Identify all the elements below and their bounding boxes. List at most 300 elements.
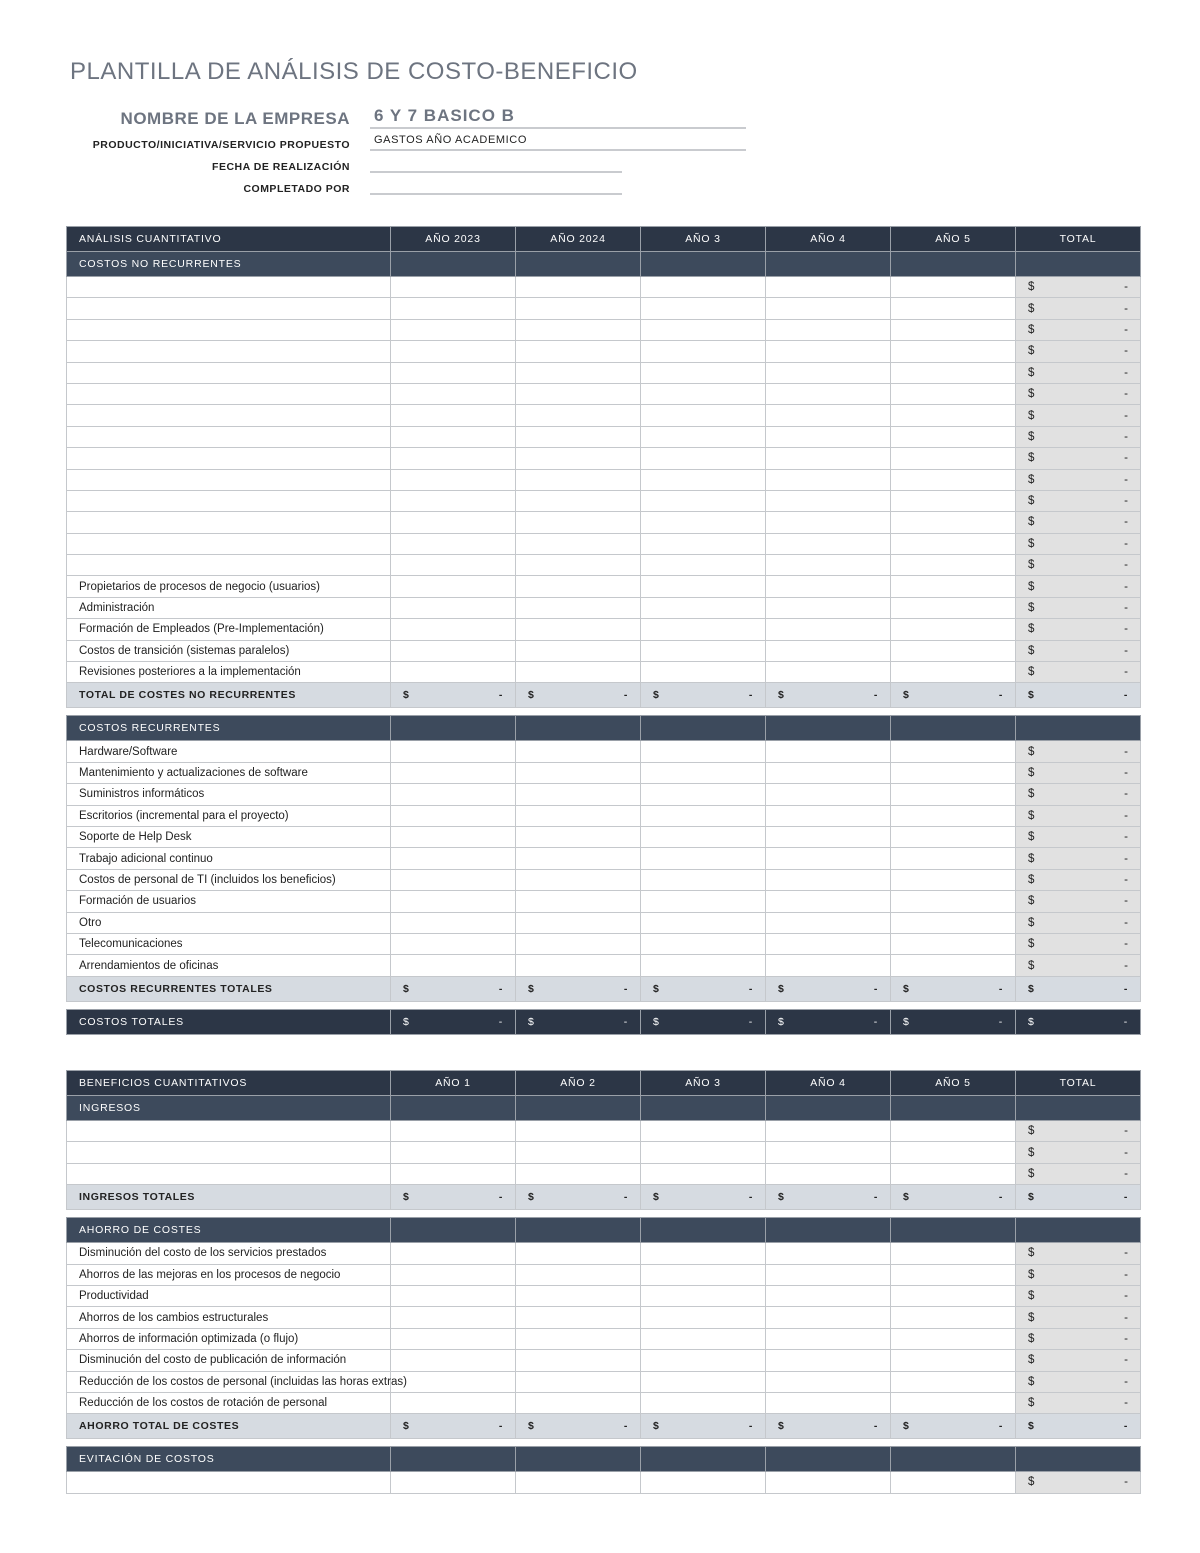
value-cell[interactable]: [641, 619, 766, 640]
section-cell: [891, 1447, 1016, 1472]
value-cell[interactable]: [391, 869, 516, 890]
company-field[interactable]: 6 Y 7 BASICO B: [370, 102, 746, 129]
value-cell[interactable]: [516, 619, 641, 640]
value-cell[interactable]: [391, 533, 516, 554]
row-label[interactable]: Hardware/Software: [67, 741, 391, 762]
value-cell[interactable]: [516, 362, 641, 383]
value-cell[interactable]: [391, 1350, 516, 1371]
value-cell[interactable]: [516, 933, 641, 954]
value-cell[interactable]: [766, 1243, 891, 1264]
value-cell[interactable]: [766, 405, 891, 426]
value-cell[interactable]: [641, 741, 766, 762]
value-cell[interactable]: [391, 640, 516, 661]
table-row: [67, 298, 1141, 319]
value-cell[interactable]: [641, 1350, 766, 1371]
value-cell[interactable]: [516, 1142, 641, 1163]
table-row: [67, 662, 1141, 683]
value-cell[interactable]: [641, 1264, 766, 1285]
value-cell[interactable]: [766, 741, 891, 762]
page-title: PLANTILLA DE ANÁLISIS DE COSTO-BENEFICIO: [70, 58, 638, 85]
value-cell[interactable]: [766, 341, 891, 362]
currency-value: [1028, 1333, 1128, 1345]
value-cell[interactable]: [766, 1163, 891, 1184]
value-cell[interactable]: [766, 869, 891, 890]
value-cell[interactable]: [516, 662, 641, 683]
value-cell[interactable]: [891, 362, 1016, 383]
value-cell[interactable]: [516, 891, 641, 912]
value-cell[interactable]: [516, 533, 641, 554]
value-cell[interactable]: [516, 1472, 641, 1493]
section-title: INGRESOS: [67, 1096, 391, 1121]
row-label[interactable]: Propietarios de procesos de negocio (usuarios): [67, 576, 391, 597]
table-row: [67, 319, 1141, 340]
value-cell[interactable]: [516, 555, 641, 576]
value-cell[interactable]: [766, 933, 891, 954]
value-cell[interactable]: [516, 576, 641, 597]
value-cell[interactable]: [641, 383, 766, 404]
row-label[interactable]: [67, 1142, 391, 1163]
currency-value: [653, 1420, 753, 1432]
value-cell[interactable]: [391, 555, 516, 576]
section-cell: [516, 1096, 641, 1121]
value-cell[interactable]: [766, 512, 891, 533]
value-cell[interactable]: [891, 1142, 1016, 1163]
value-cell[interactable]: [516, 277, 641, 298]
row-label[interactable]: Soporte de Help Desk: [67, 826, 391, 847]
row-label[interactable]: [67, 341, 391, 362]
value-cell[interactable]: [391, 362, 516, 383]
value-cell[interactable]: [891, 555, 1016, 576]
value-cell[interactable]: [891, 533, 1016, 554]
currency-value: [1028, 367, 1128, 379]
value-cell[interactable]: [891, 277, 1016, 298]
value-cell[interactable]: [891, 762, 1016, 783]
value-cell[interactable]: [516, 1350, 641, 1371]
value-cell[interactable]: [641, 533, 766, 554]
value-cell[interactable]: [391, 805, 516, 826]
value-cell[interactable]: [641, 469, 766, 490]
value-cell[interactable]: [516, 1121, 641, 1142]
section-header: [67, 252, 1141, 277]
value-cell[interactable]: [391, 341, 516, 362]
currency-symbol: $: [1028, 1167, 1035, 1180]
value-cell[interactable]: [641, 662, 766, 683]
value-cell[interactable]: [641, 1243, 766, 1264]
row-label[interactable]: Mantenimiento y actualizaciones de software: [67, 762, 391, 783]
value-cell[interactable]: [516, 319, 641, 340]
value-cell[interactable]: [391, 1392, 516, 1413]
value-cell[interactable]: [516, 597, 641, 618]
value-cell[interactable]: [891, 341, 1016, 362]
value-cell[interactable]: [766, 1328, 891, 1349]
value-cell[interactable]: [391, 298, 516, 319]
value-cell[interactable]: [641, 933, 766, 954]
row-total: [1016, 762, 1141, 783]
row-label[interactable]: [67, 1121, 391, 1142]
value-cell[interactable]: [391, 662, 516, 683]
value-cell[interactable]: [516, 784, 641, 805]
value-cell[interactable]: [391, 784, 516, 805]
value-cell[interactable]: [891, 298, 1016, 319]
row-label[interactable]: Escritorios (incremental para el proyecto): [67, 805, 391, 826]
value-cell[interactable]: [391, 490, 516, 511]
value-cell[interactable]: [766, 426, 891, 447]
value-cell[interactable]: [766, 762, 891, 783]
value-cell[interactable]: [391, 576, 516, 597]
value-cell[interactable]: [641, 891, 766, 912]
row-label[interactable]: Ahorros de las mejoras en los procesos de negocio: [67, 1264, 391, 1285]
value-cell[interactable]: [641, 805, 766, 826]
value-cell[interactable]: [516, 640, 641, 661]
currency-value: [528, 1420, 628, 1432]
value-cell[interactable]: [891, 826, 1016, 847]
value-cell[interactable]: [391, 1307, 516, 1328]
value-cell[interactable]: [766, 1285, 891, 1306]
value-cell[interactable]: [516, 1392, 641, 1413]
value-cell[interactable]: [391, 469, 516, 490]
value-cell[interactable]: [891, 1328, 1016, 1349]
value-cell[interactable]: [516, 383, 641, 404]
value-cell[interactable]: [641, 1307, 766, 1328]
value-cell[interactable]: [766, 1121, 891, 1142]
row-total: [1016, 1350, 1141, 1371]
value-cell[interactable]: [641, 1163, 766, 1184]
value-cell[interactable]: [891, 741, 1016, 762]
value-cell[interactable]: [391, 1243, 516, 1264]
value-cell[interactable]: [391, 891, 516, 912]
value-cell[interactable]: [766, 619, 891, 640]
value-cell[interactable]: [891, 1392, 1016, 1413]
currency-symbol: $: [1028, 1290, 1035, 1303]
value-cell[interactable]: [391, 1264, 516, 1285]
row-label[interactable]: Costos de personal de TI (incluidos los beneficios): [67, 869, 391, 890]
value-cell[interactable]: [641, 912, 766, 933]
value-cell[interactable]: [891, 955, 1016, 976]
value-cell[interactable]: [891, 912, 1016, 933]
row-label[interactable]: [67, 512, 391, 533]
value-cell[interactable]: [641, 762, 766, 783]
row-label[interactable]: [67, 1472, 391, 1493]
value-cell[interactable]: [391, 319, 516, 340]
value-cell[interactable]: [766, 490, 891, 511]
value-cell[interactable]: [391, 848, 516, 869]
value-cell[interactable]: [766, 1371, 891, 1392]
value-cell[interactable]: [766, 469, 891, 490]
value-cell[interactable]: [516, 805, 641, 826]
value-cell[interactable]: [891, 640, 1016, 661]
value-cell[interactable]: [766, 640, 891, 661]
value-cell[interactable]: [766, 826, 891, 847]
currency-value: [1028, 1420, 1128, 1432]
row-label[interactable]: Reducción de los costos de personal (incluidas las horas extras): [67, 1371, 391, 1392]
value-cell[interactable]: [516, 762, 641, 783]
value-cell[interactable]: [641, 640, 766, 661]
currency-value: [1028, 1125, 1128, 1137]
value-cell[interactable]: [766, 555, 891, 576]
row-total: [1016, 955, 1141, 976]
value-cell[interactable]: [516, 1264, 641, 1285]
value-cell[interactable]: [891, 1285, 1016, 1306]
zero-dash: -: [1124, 644, 1128, 657]
value-cell[interactable]: [516, 1163, 641, 1184]
row-total: [1016, 383, 1141, 404]
value-cell[interactable]: [641, 869, 766, 890]
value-cell[interactable]: [516, 341, 641, 362]
value-cell[interactable]: [391, 448, 516, 469]
year-total: [766, 1009, 891, 1034]
value-cell[interactable]: [516, 1243, 641, 1264]
value-cell[interactable]: [766, 362, 891, 383]
value-cell[interactable]: [516, 826, 641, 847]
value-cell[interactable]: [641, 555, 766, 576]
value-cell[interactable]: [766, 277, 891, 298]
row-label[interactable]: Administración: [67, 597, 391, 618]
value-cell[interactable]: [391, 762, 516, 783]
value-cell[interactable]: [391, 1371, 516, 1392]
row-label[interactable]: Otro: [67, 912, 391, 933]
zero-dash: -: [1123, 689, 1128, 702]
value-cell[interactable]: [516, 1371, 641, 1392]
row-label[interactable]: Reducción de los costos de rotación de personal: [67, 1392, 391, 1413]
row-label[interactable]: [67, 1163, 391, 1184]
currency-value: [1028, 689, 1128, 701]
zero-dash: -: [748, 1015, 753, 1028]
row-label[interactable]: Productividad: [67, 1285, 391, 1306]
value-cell[interactable]: [891, 619, 1016, 640]
value-cell[interactable]: [891, 869, 1016, 890]
value-cell[interactable]: [516, 448, 641, 469]
value-cell[interactable]: [891, 1163, 1016, 1184]
value-cell[interactable]: [891, 512, 1016, 533]
value-cell[interactable]: [391, 383, 516, 404]
row-label[interactable]: [67, 405, 391, 426]
row-label[interactable]: [67, 383, 391, 404]
row-label[interactable]: [67, 426, 391, 447]
value-cell[interactable]: [891, 1350, 1016, 1371]
value-cell[interactable]: [516, 426, 641, 447]
value-cell[interactable]: [641, 490, 766, 511]
value-cell[interactable]: [516, 912, 641, 933]
value-cell[interactable]: [516, 848, 641, 869]
row-total: [1016, 490, 1141, 511]
value-cell[interactable]: [391, 405, 516, 426]
value-cell[interactable]: [891, 597, 1016, 618]
value-cell[interactable]: [891, 448, 1016, 469]
value-cell[interactable]: [891, 1264, 1016, 1285]
currency-value: [903, 983, 1003, 995]
value-cell[interactable]: [641, 341, 766, 362]
value-cell[interactable]: [891, 784, 1016, 805]
value-cell[interactable]: [641, 576, 766, 597]
date-field[interactable]: [370, 151, 622, 173]
value-cell[interactable]: [516, 955, 641, 976]
section-cell: [516, 252, 641, 277]
value-cell[interactable]: [891, 891, 1016, 912]
value-cell[interactable]: [516, 741, 641, 762]
currency-value: [1028, 1147, 1128, 1159]
value-cell[interactable]: [516, 1285, 641, 1306]
value-cell[interactable]: [516, 869, 641, 890]
value-cell[interactable]: [891, 469, 1016, 490]
row-label[interactable]: Suministros informáticos: [67, 784, 391, 805]
value-cell[interactable]: [641, 426, 766, 447]
value-cell[interactable]: [641, 848, 766, 869]
value-cell[interactable]: [891, 319, 1016, 340]
value-cell[interactable]: [891, 1121, 1016, 1142]
value-cell[interactable]: [891, 1243, 1016, 1264]
value-cell[interactable]: [891, 405, 1016, 426]
value-cell[interactable]: [766, 1142, 891, 1163]
value-cell[interactable]: [766, 1264, 891, 1285]
value-cell[interactable]: [391, 1328, 516, 1349]
zero-dash: -: [1124, 473, 1128, 486]
value-cell[interactable]: [516, 405, 641, 426]
value-cell[interactable]: [641, 1371, 766, 1392]
value-cell[interactable]: [516, 1328, 641, 1349]
row-label[interactable]: [67, 319, 391, 340]
completed-field[interactable]: [370, 173, 622, 195]
currency-symbol: $: [903, 1015, 910, 1028]
zero-dash: -: [998, 1420, 1003, 1433]
zero-dash: -: [1124, 345, 1128, 358]
year-total: [391, 683, 516, 708]
row-label[interactable]: Disminución del costo de publicación de información: [67, 1350, 391, 1371]
row-label[interactable]: [67, 298, 391, 319]
value-cell[interactable]: [641, 512, 766, 533]
value-cell[interactable]: [391, 1472, 516, 1493]
row-label[interactable]: [67, 555, 391, 576]
value-cell[interactable]: [516, 298, 641, 319]
value-cell[interactable]: [766, 1472, 891, 1493]
value-cell[interactable]: [766, 533, 891, 554]
value-cell[interactable]: [766, 891, 891, 912]
row-label[interactable]: [67, 362, 391, 383]
value-cell[interactable]: [391, 1121, 516, 1142]
value-cell[interactable]: [891, 933, 1016, 954]
value-cell[interactable]: [766, 1350, 891, 1371]
currency-value: [1028, 1312, 1128, 1324]
row-label[interactable]: Trabajo adicional continuo: [67, 848, 391, 869]
value-cell[interactable]: [891, 383, 1016, 404]
value-cell[interactable]: [766, 597, 891, 618]
value-cell[interactable]: [766, 1392, 891, 1413]
zero-dash: -: [1123, 1191, 1128, 1204]
value-cell[interactable]: [641, 1392, 766, 1413]
row-label[interactable]: Ahorros de los cambios estructurales: [67, 1307, 391, 1328]
value-cell[interactable]: [766, 576, 891, 597]
value-cell[interactable]: [766, 955, 891, 976]
value-cell[interactable]: [641, 826, 766, 847]
value-cell[interactable]: [641, 955, 766, 976]
value-cell[interactable]: [766, 383, 891, 404]
currency-symbol: $: [1028, 302, 1035, 315]
row-label[interactable]: Formación de Empleados (Pre-Implementación): [67, 619, 391, 640]
row-label[interactable]: Ahorros de información optimizada (o flujo): [67, 1328, 391, 1349]
value-cell[interactable]: [391, 1163, 516, 1184]
row-label[interactable]: Formación de usuarios: [67, 891, 391, 912]
row-label[interactable]: [67, 277, 391, 298]
value-cell[interactable]: [391, 277, 516, 298]
currency-value: [1028, 1016, 1128, 1028]
value-cell[interactable]: [766, 848, 891, 869]
row-label[interactable]: [67, 469, 391, 490]
value-cell[interactable]: [891, 576, 1016, 597]
value-cell[interactable]: [516, 490, 641, 511]
value-cell[interactable]: [391, 426, 516, 447]
value-cell[interactable]: [391, 1285, 516, 1306]
currency-value: [1028, 581, 1128, 593]
value-cell[interactable]: [641, 1472, 766, 1493]
currency-value: [403, 1420, 503, 1432]
value-cell[interactable]: [391, 826, 516, 847]
value-cell[interactable]: [891, 490, 1016, 511]
value-cell[interactable]: [391, 912, 516, 933]
value-cell[interactable]: [516, 1307, 641, 1328]
row-label[interactable]: Arrendamientos de oficinas: [67, 955, 391, 976]
value-cell[interactable]: [391, 933, 516, 954]
value-cell[interactable]: [641, 597, 766, 618]
value-cell[interactable]: [891, 1371, 1016, 1392]
value-cell[interactable]: [891, 805, 1016, 826]
value-cell[interactable]: [766, 805, 891, 826]
value-cell[interactable]: [766, 784, 891, 805]
value-cell[interactable]: [766, 448, 891, 469]
row-label[interactable]: [67, 448, 391, 469]
value-cell[interactable]: [766, 662, 891, 683]
value-cell[interactable]: [641, 1285, 766, 1306]
value-cell[interactable]: [641, 1328, 766, 1349]
value-cell[interactable]: [641, 1121, 766, 1142]
value-cell[interactable]: [641, 405, 766, 426]
value-cell[interactable]: [391, 597, 516, 618]
value-cell[interactable]: [391, 619, 516, 640]
value-cell[interactable]: [391, 955, 516, 976]
value-cell[interactable]: [891, 1472, 1016, 1493]
row-label[interactable]: [67, 533, 391, 554]
value-cell[interactable]: [641, 298, 766, 319]
value-cell[interactable]: [641, 1142, 766, 1163]
value-cell[interactable]: [766, 319, 891, 340]
value-cell[interactable]: [891, 426, 1016, 447]
value-cell[interactable]: [516, 469, 641, 490]
row-label[interactable]: Revisiones posteriores a la implementación: [67, 662, 391, 683]
value-cell[interactable]: [641, 319, 766, 340]
product-field[interactable]: GASTOS AÑO ACADEMICO: [370, 129, 746, 151]
row-label[interactable]: Telecomunicaciones: [67, 933, 391, 954]
value-cell[interactable]: [891, 848, 1016, 869]
value-cell[interactable]: [641, 784, 766, 805]
value-cell[interactable]: [641, 362, 766, 383]
currency-value: [903, 1016, 1003, 1028]
value-cell[interactable]: [766, 912, 891, 933]
table-row: [67, 576, 1141, 597]
section-cell: [1016, 252, 1141, 277]
row-label[interactable]: Costos de transición (sistemas paralelos): [67, 640, 391, 661]
value-cell[interactable]: [891, 1307, 1016, 1328]
value-cell[interactable]: [516, 512, 641, 533]
value-cell[interactable]: [891, 662, 1016, 683]
value-cell[interactable]: [766, 1307, 891, 1328]
value-cell[interactable]: [766, 298, 891, 319]
zero-dash: -: [1124, 1247, 1128, 1260]
value-cell[interactable]: [641, 277, 766, 298]
value-cell[interactable]: [391, 741, 516, 762]
row-label[interactable]: Disminución del costo de los servicios prestados: [67, 1243, 391, 1264]
value-cell[interactable]: [391, 1142, 516, 1163]
value-cell[interactable]: [641, 448, 766, 469]
value-cell[interactable]: [391, 512, 516, 533]
row-label[interactable]: [67, 490, 391, 511]
